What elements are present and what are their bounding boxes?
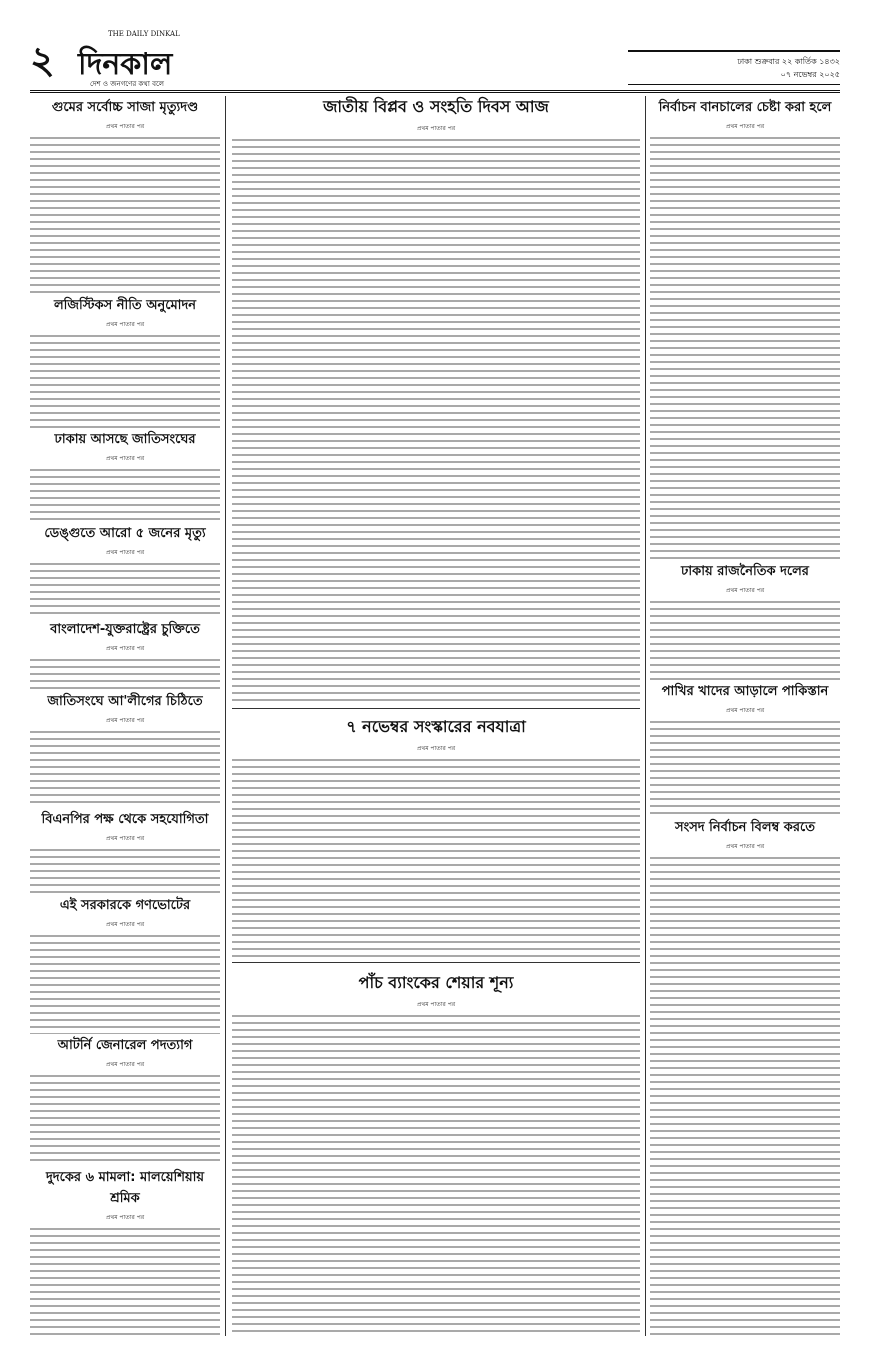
article-byline: প্রথম পাতার পর (105, 921, 145, 928)
date-english: ০৭ নভেম্বর ২০২৫ (780, 70, 840, 79)
article-14 (650, 96, 840, 560)
article-body (232, 136, 640, 706)
article-headline: এই সরকারকে গণভোটের (59, 898, 191, 913)
dateline (628, 50, 840, 85)
article-body (232, 1012, 640, 1336)
article-body (30, 332, 220, 428)
article-byline: প্রথম পাতার পর (105, 645, 145, 652)
article-headline: ৭ নভেম্বর সংস্কারের নবযাত্রা (346, 717, 526, 736)
page-number: ২ (30, 37, 55, 82)
article-13 (232, 968, 640, 1336)
article-byline: প্রথম পাতার পর (105, 321, 145, 328)
article-8 (30, 894, 220, 1034)
article-byline: প্রথম পাতার পর (105, 835, 145, 842)
article-body (30, 134, 220, 294)
article-body (650, 134, 840, 560)
column-divider (225, 96, 226, 1336)
article-byline: প্রথম পাতার পর (105, 717, 145, 724)
article-body (30, 466, 220, 522)
article-headline: নির্বাচন বানচালের চেষ্টা করা হলে (658, 100, 832, 115)
tagline: দেশ ও জনগণের কথা বলে (90, 80, 165, 88)
article-headline: দুদকের ৬ মামলা: মালয়েশিয়ায় শ্রমিক (45, 1170, 205, 1206)
section-divider (232, 962, 640, 963)
article-byline: প্রথম পাতার পর (105, 123, 145, 130)
article-5 (30, 618, 220, 690)
article-byline: প্রথম পাতার পর (416, 745, 456, 752)
article-4 (30, 522, 220, 618)
article-headline: জাতিসংঘে আ'লীগের চিঠিতে (47, 694, 203, 709)
article-byline: প্রথম পাতার পর (105, 549, 145, 556)
article-byline: প্রথম পাতার পর (105, 455, 145, 462)
article-body (30, 728, 220, 808)
article-body (30, 560, 220, 618)
article-16 (650, 680, 840, 816)
article-10 (30, 1166, 220, 1336)
article-1 (30, 96, 220, 294)
article-headline: লজিস্টিকস নীতি অনুমোদন (53, 298, 197, 313)
article-headline: জাতীয় বিপ্লব ও সংহতি দিবস আজ (323, 97, 549, 116)
section-divider (232, 708, 640, 709)
article-9 (30, 1034, 220, 1166)
article-6 (30, 690, 220, 808)
article-body (650, 598, 840, 680)
article-headline: সংসদ নির্বাচন বিলম্ব করতে (675, 820, 815, 835)
article-headline: বিএনপির পক্ষ থেকে সহযোগিতা (41, 812, 209, 827)
article-headline: ডেঙ্গুতে আরো ৫ জনের মৃত্যু (44, 526, 206, 541)
date-bengali: ঢাকা শুক্রবার ২২ কার্তিক ১৪৩২ (737, 57, 840, 66)
article-body (232, 756, 640, 960)
article-headline: পাখির খাদের আড়ালে পাকিস্তান (661, 684, 829, 699)
article-3 (30, 428, 220, 522)
article-byline: প্রথম পাতার পর (105, 1214, 145, 1221)
article-body (30, 1072, 220, 1166)
article-12 (232, 712, 640, 960)
article-byline: প্রথম পাতার পর (416, 1001, 456, 1008)
article-headline: আটর্নি জেনারেল পদত্যাগ (57, 1038, 193, 1053)
article-15 (650, 560, 840, 680)
masthead (30, 30, 840, 90)
article-byline: প্রথম পাতার পর (105, 1061, 145, 1068)
article-byline: প্রথম পাতার পর (725, 843, 765, 850)
article-byline: প্রথম পাতার পর (725, 707, 765, 714)
article-body (650, 854, 840, 1336)
article-headline: ঢাকায় আসছে জাতিসংঘের (54, 432, 196, 447)
article-headline: ঢাকায় রাজনৈতিক দলের (681, 564, 809, 579)
article-headline: পাঁচ ব্যাংকের শেয়ার শূন্য (358, 973, 514, 992)
article-byline: প্রথম পাতার পর (416, 125, 456, 132)
article-17 (650, 816, 840, 1336)
article-headline: বাংলাদেশ-যুক্তরাষ্ট্রের চুক্তিতে (50, 622, 200, 637)
article-byline: প্রথম পাতার পর (725, 587, 765, 594)
logo-english-name: THE DAILY DINKAL (108, 30, 180, 38)
article-body (30, 1225, 220, 1336)
article-byline: প্রথম পাতার পর (725, 123, 765, 130)
article-body (30, 656, 220, 690)
article-body (30, 846, 220, 894)
article-11 (232, 92, 640, 706)
logo-name: দিনকাল (78, 47, 173, 82)
article-2 (30, 294, 220, 428)
column-divider (645, 96, 646, 1336)
article-headline: গুমের সর্বোচ্চ সাজা মৃত্যুদণ্ড (51, 100, 199, 115)
article-body (30, 932, 220, 1034)
article-7 (30, 808, 220, 894)
article-body (650, 718, 840, 816)
